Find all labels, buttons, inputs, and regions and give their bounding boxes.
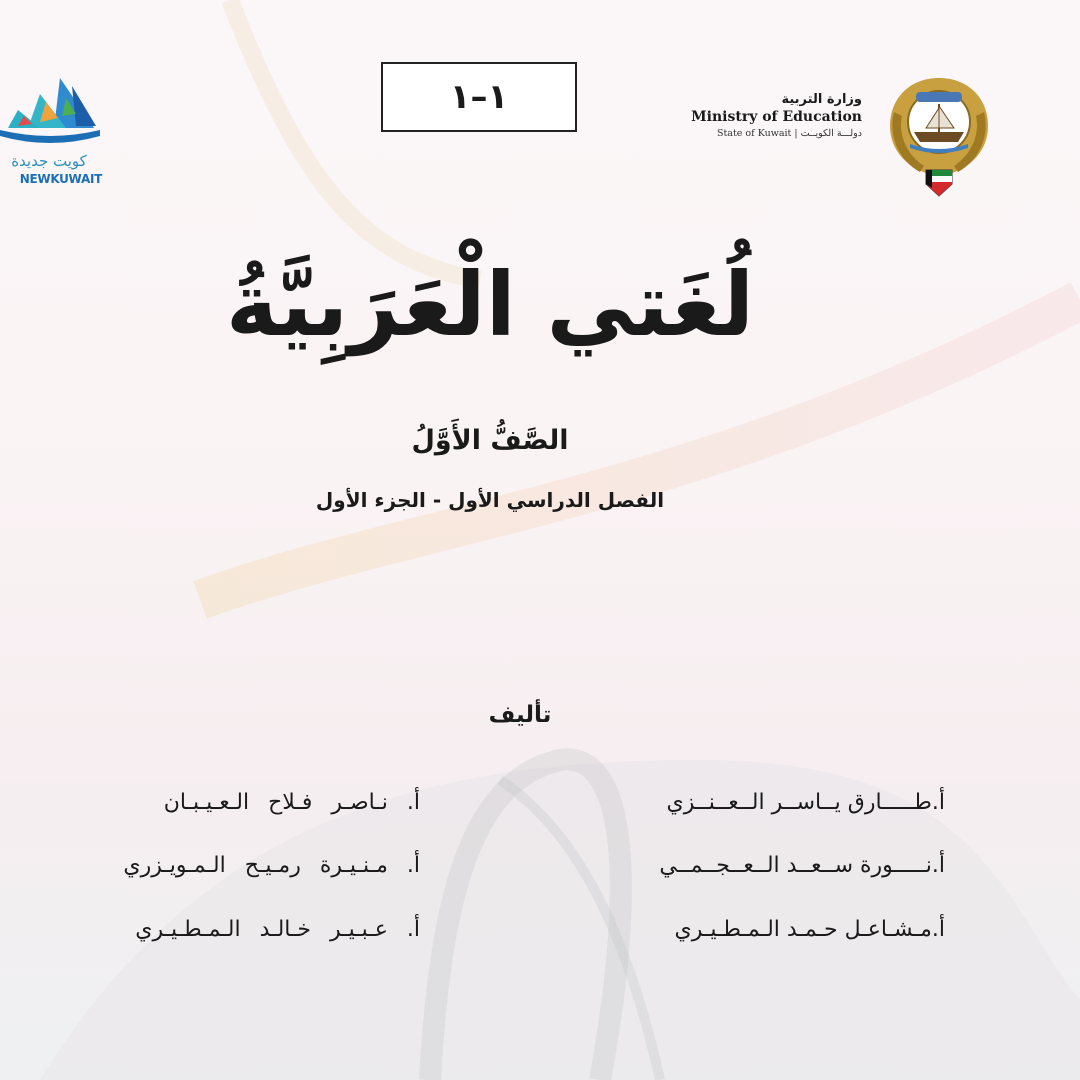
grade-label: الصَّفُّ الأَوَّلُ — [411, 425, 569, 456]
book-title: لُغَتي الْعَرَبِيَّةُ — [225, 253, 755, 356]
ministry-text-block — [650, 92, 862, 141]
ministry-state-line: State of Kuwait | دولـــة الكويــت — [716, 128, 862, 139]
author-name: أ.مـشـاعـل حـمـد الـمـطـيـري — [674, 917, 945, 942]
new-kuwait-english-text: NEWKUWAIT — [19, 172, 102, 186]
author-name: أ.طـــــارق يــاســر الــعــنــزي — [666, 790, 945, 815]
new-kuwait-logo — [0, 76, 104, 192]
author-name: أ. نـاصـر فـلاح الـعـيـبـان — [163, 790, 420, 815]
author-name: أ. مـنـيـرة رمـيـح الـمـويـزري — [123, 853, 420, 878]
author-name: أ. عـبـيـر خـالـد الـمـطـيـري — [135, 917, 420, 942]
authors-heading: تأليف — [488, 702, 552, 728]
author-name: أ.نـــــورة ســعــد الــعــجــمــي — [659, 853, 945, 878]
term-label: الفصل الدراسي الأول - الجزء الأول — [315, 488, 665, 512]
volume-number-box — [381, 62, 577, 132]
volume-number: ١–١ — [449, 77, 509, 117]
kuwait-emblem-icon — [880, 72, 998, 198]
new-kuwait-sail-icon — [0, 76, 104, 150]
new-kuwait-arabic-text: كويت جديدة — [11, 152, 87, 170]
ministry-name-english: Ministry of Education — [691, 109, 862, 125]
ministry-name-arabic: وزارة التربية — [781, 92, 862, 107]
